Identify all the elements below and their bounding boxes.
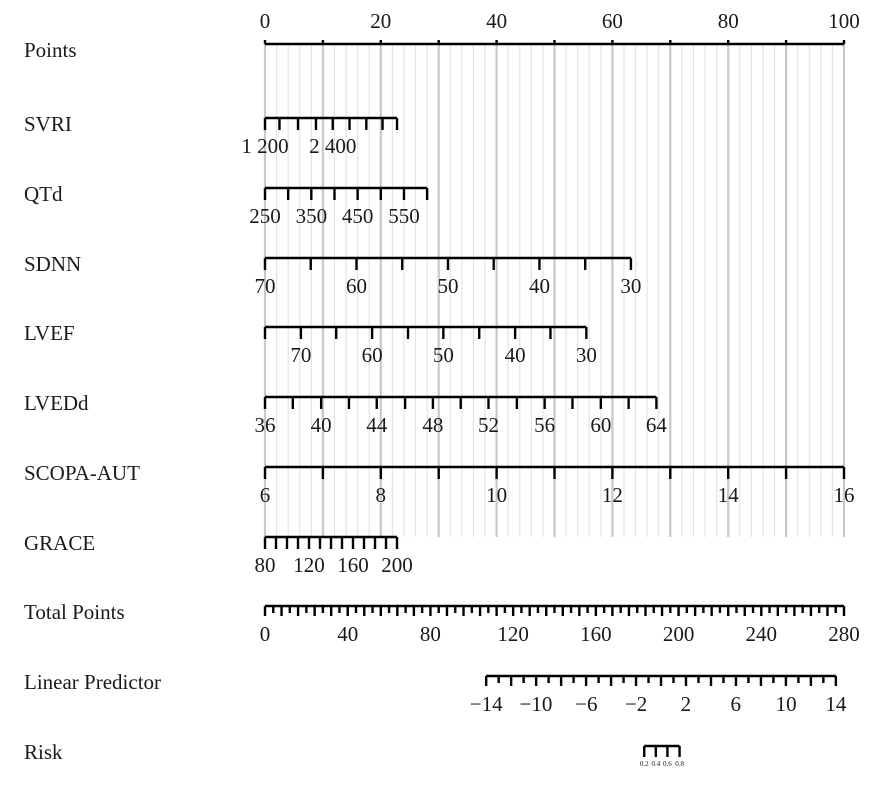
row-lvef — [24, 321, 597, 367]
tick-label: 0 — [259, 9, 271, 33]
row-qtd — [24, 182, 427, 228]
row-label: LVEF — [24, 321, 75, 345]
tick-label: 200 — [381, 553, 413, 577]
tick-label: 160 — [580, 622, 612, 646]
tick-label: 0 — [259, 622, 271, 646]
tick-label: 70 — [254, 274, 276, 298]
tick-label: 40 — [528, 274, 550, 298]
tick-label: 44 — [366, 413, 388, 437]
tick-label: 30 — [620, 274, 642, 298]
tick-label: 60 — [345, 274, 367, 298]
row-svri — [24, 112, 397, 158]
tick-label: 350 — [295, 204, 328, 228]
row-linear-predictor — [24, 670, 847, 716]
tick-label: 0.8 — [675, 760, 684, 768]
row-grace — [24, 531, 413, 577]
nomogram-rows — [24, 9, 860, 768]
tick-label: −10 — [519, 692, 553, 716]
row-risk — [24, 740, 684, 768]
row-label: Points — [24, 38, 77, 62]
tick-label: 40 — [486, 9, 508, 33]
tick-label: 0.6 — [663, 760, 672, 768]
tick-label: 50 — [432, 343, 454, 367]
tick-label: 60 — [601, 9, 623, 33]
tick-label: 12 — [601, 483, 623, 507]
row-label: LVEDd — [24, 391, 89, 415]
tick-label: 280 — [828, 622, 860, 646]
tick-label: 56 — [534, 413, 556, 437]
tick-label: −6 — [575, 692, 598, 716]
tick-label: 1 200 — [241, 134, 289, 158]
tick-label: 40 — [337, 622, 359, 646]
tick-label: −14 — [469, 692, 503, 716]
tick-label: 2 400 — [309, 134, 357, 158]
row-label: GRACE — [24, 531, 96, 555]
row-label: QTd — [24, 182, 63, 206]
tick-label: 36 — [254, 413, 276, 437]
tick-label: 16 — [833, 483, 855, 507]
tick-label: 160 — [337, 553, 369, 577]
tick-label: 64 — [645, 413, 667, 437]
tick-label: 10 — [775, 692, 797, 716]
tick-label: 14 — [825, 692, 847, 716]
row-sdnn — [24, 252, 641, 298]
row-label: SCOPA-AUT — [24, 461, 140, 485]
tick-label: 550 — [388, 204, 420, 228]
tick-label: 40 — [504, 343, 526, 367]
tick-label: 10 — [486, 483, 508, 507]
tick-label: 40 — [310, 413, 332, 437]
tick-label: 100 — [828, 9, 860, 33]
tick-label: 0.4 — [651, 760, 661, 768]
tick-label: −2 — [624, 692, 648, 716]
tick-label: 20 — [370, 9, 392, 33]
tick-label: 48 — [422, 413, 444, 437]
row-label: SDNN — [24, 252, 82, 276]
row-points — [24, 9, 860, 62]
tick-label: 70 — [290, 343, 312, 367]
tick-label: 30 — [575, 343, 597, 367]
row-label: Risk — [24, 740, 63, 764]
tick-label: 120 — [497, 622, 529, 646]
tick-label: 60 — [590, 413, 612, 437]
tick-label: 50 — [437, 274, 459, 298]
tick-label: 6 — [259, 483, 271, 507]
row-total-points — [24, 600, 860, 646]
tick-label: 52 — [477, 413, 499, 437]
row-label: SVRI — [24, 112, 72, 136]
tick-label: 2 — [680, 692, 692, 716]
tick-label: 80 — [717, 9, 739, 33]
tick-label: 80 — [254, 553, 276, 577]
tick-label: 14 — [717, 483, 739, 507]
tick-label: 450 — [341, 204, 374, 228]
tick-label: 8 — [375, 483, 387, 507]
tick-label: 60 — [361, 343, 383, 367]
tick-label: 200 — [662, 622, 695, 646]
tick-label: 240 — [745, 622, 778, 646]
tick-label: 80 — [419, 622, 441, 646]
row-label: Linear Predictor — [24, 670, 162, 694]
tick-label: 120 — [293, 553, 325, 577]
tick-label: 250 — [249, 204, 281, 228]
row-label: Total Points — [24, 600, 125, 624]
tick-label: 6 — [730, 692, 741, 716]
tick-label: 0.2 — [639, 760, 649, 768]
